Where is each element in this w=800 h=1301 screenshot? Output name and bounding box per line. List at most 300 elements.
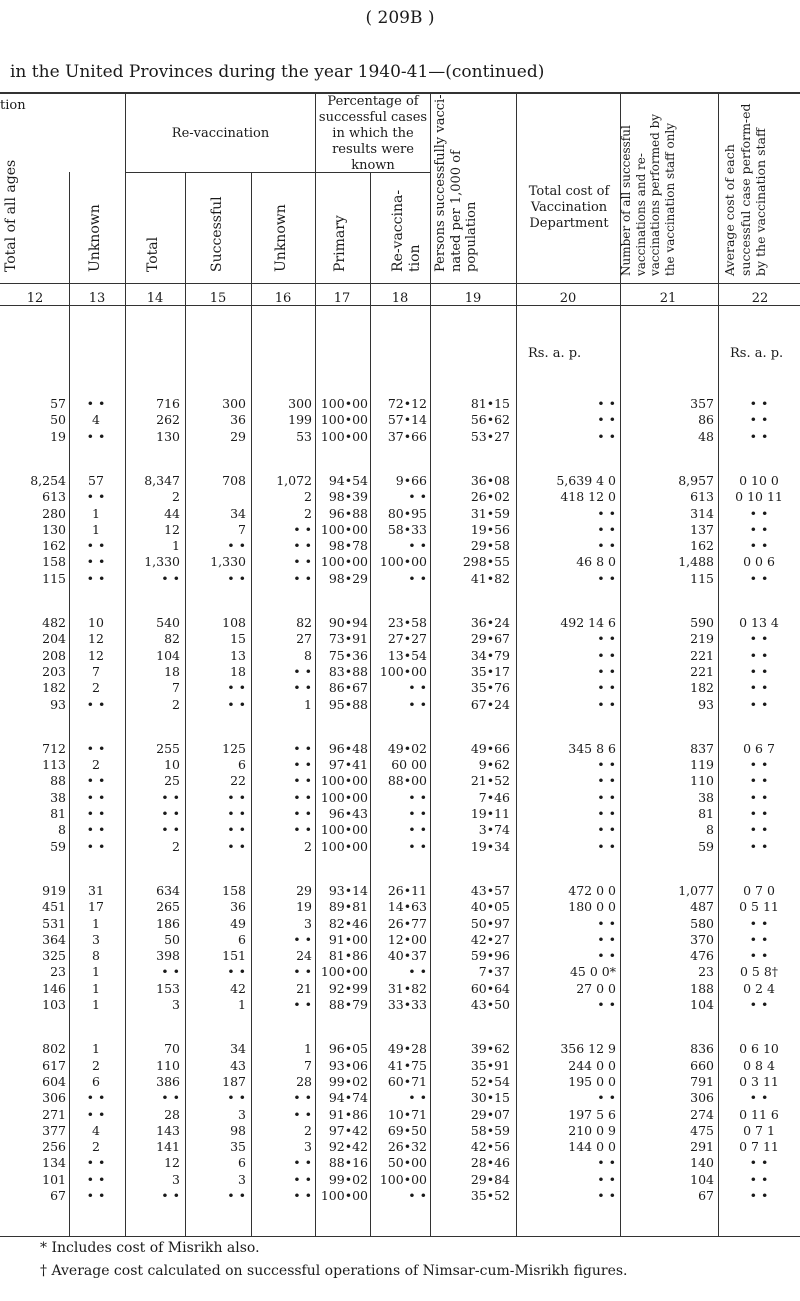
table-cell: 219 xyxy=(690,631,714,647)
table-cell: 82 xyxy=(296,615,312,630)
table-cell: 60•64 xyxy=(470,980,510,996)
table-cell: • • xyxy=(227,538,246,554)
table-cell: 306 xyxy=(690,1090,714,1106)
table-cell: • • xyxy=(749,822,769,838)
table-cell: 30•15 xyxy=(470,1090,510,1106)
table-cell: 14•63 xyxy=(387,899,427,915)
table-cell: • • xyxy=(227,806,246,821)
table-cell: 836 xyxy=(690,1041,714,1057)
table-cell: 8 xyxy=(58,822,66,838)
table-cell: 182 xyxy=(42,680,66,696)
table-cell: 377 xyxy=(42,1122,66,1138)
table-cell: 203 xyxy=(42,663,66,679)
table-cell: • • xyxy=(86,428,106,444)
table-cell: 8 xyxy=(304,647,312,663)
table-cell: • • xyxy=(161,570,180,586)
table-cell: 0 7 11 xyxy=(739,1139,779,1155)
table-cell: 3•74 xyxy=(478,822,510,838)
table-cell: 199 xyxy=(288,412,312,428)
table-cell: 42•56 xyxy=(470,1139,510,1155)
table-cell: 96•88 xyxy=(328,505,368,521)
table-cell: 100•00 xyxy=(320,789,368,805)
table-cell: 92•99 xyxy=(328,980,368,996)
table-cell: 37•66 xyxy=(387,428,427,444)
table-cell: 88•16 xyxy=(328,1155,368,1171)
table-cell: 306 xyxy=(42,1090,66,1106)
table-cell: 36 xyxy=(230,412,246,428)
table-cell: 97•42 xyxy=(328,1122,368,1138)
table-cell: • • xyxy=(597,663,616,679)
table-cell: 18 xyxy=(230,663,246,679)
table-cell: 23 xyxy=(698,964,714,980)
table-cell: 9•62 xyxy=(478,757,510,773)
table-cell: • • xyxy=(227,1090,246,1106)
table-cell: 221 xyxy=(690,647,714,663)
table-cell: 69•50 xyxy=(387,1122,427,1138)
header-unknown-2: Unknown xyxy=(273,204,289,272)
table-cell: • • xyxy=(597,680,616,696)
table-cell: 67 xyxy=(698,1188,714,1203)
table-cell: • • xyxy=(597,412,616,428)
table-cell: 356 12 9 xyxy=(560,1041,616,1057)
table-cell: 86 xyxy=(698,412,714,428)
table-cell: 31•82 xyxy=(387,980,427,996)
table-cell: 49•02 xyxy=(387,740,427,756)
table-cell: 418 12 0 xyxy=(560,489,616,505)
table-cell: • • xyxy=(227,789,246,805)
table-cell: • • xyxy=(161,964,180,980)
table-cell: 43•50 xyxy=(470,997,510,1012)
table-cell: 364 xyxy=(42,931,66,947)
col-number: 17 xyxy=(333,291,351,306)
table-cell: • • xyxy=(86,806,106,821)
table-cell: 6 xyxy=(238,1155,246,1171)
table-cell: 115 xyxy=(42,570,66,586)
table-cell: 26•02 xyxy=(470,489,510,505)
table-cell: • • xyxy=(597,505,616,521)
table-cell: 50•97 xyxy=(470,915,510,931)
table-bottom-rule xyxy=(0,1236,800,1237)
table-cell: 57•14 xyxy=(387,412,427,428)
table-cell: 90•94 xyxy=(328,615,368,630)
table-cell: 386 xyxy=(156,1073,180,1089)
table-cell: 180 0 0 xyxy=(568,899,616,915)
table-cell: 41•82 xyxy=(470,570,510,586)
table-cell: 1 xyxy=(238,997,246,1012)
table-cell: 98•29 xyxy=(328,570,368,586)
col-number: 20 xyxy=(559,291,577,306)
col-rule xyxy=(430,92,431,1236)
table-cell: 265 xyxy=(156,899,180,915)
table-cell: 36•24 xyxy=(470,615,510,630)
table-cell: • • xyxy=(597,428,616,444)
table-cell: 244 0 0 xyxy=(568,1057,616,1073)
table-cell: 0 8 4 xyxy=(743,1057,775,1073)
table-cell: 10 xyxy=(88,615,104,630)
table-cell: 3 xyxy=(172,1171,180,1187)
table-cell: 73•91 xyxy=(328,631,368,647)
table-cell: 113 xyxy=(42,757,66,773)
header-successful: Successful xyxy=(209,196,225,272)
table-cell: • • xyxy=(597,773,616,789)
table-cell: • • xyxy=(293,822,312,838)
table-cell: 36 xyxy=(230,899,246,915)
table-cell: 100•00 xyxy=(320,412,368,428)
header-rule xyxy=(0,283,800,284)
table-cell: 94•54 xyxy=(328,472,368,488)
table-cell: 70 xyxy=(164,1041,180,1057)
table-cell: 53•27 xyxy=(470,428,510,444)
table-cell: 398 xyxy=(156,948,180,964)
table-cell: 35•17 xyxy=(470,663,510,679)
table-cell: • • xyxy=(293,1171,312,1187)
table-cell: 158 xyxy=(222,882,246,898)
table-cell: • • xyxy=(86,696,106,712)
table-cell: 93 xyxy=(50,696,66,712)
header-primary: Primary xyxy=(332,215,348,272)
table-cell: 93 xyxy=(698,696,714,712)
table-cell: 274 xyxy=(690,1106,714,1122)
table-cell: • • xyxy=(749,412,769,428)
table-cell: 613 xyxy=(42,489,66,505)
table-cell: • • xyxy=(749,663,769,679)
table-cell: 40•37 xyxy=(387,948,427,964)
table-cell: • • xyxy=(86,1106,106,1122)
table-cell: 204 xyxy=(42,631,66,647)
table-cell: 1 xyxy=(92,505,100,521)
table-cell: 88•00 xyxy=(387,773,427,789)
table-cell: 100•00 xyxy=(379,554,427,570)
table-cell: 262 xyxy=(156,412,180,428)
page-number: ( 209B ) xyxy=(365,8,435,28)
table-cell: 57 xyxy=(50,396,66,411)
table-cell: 531 xyxy=(42,915,66,931)
col-number: 14 xyxy=(146,291,164,306)
table-cell: 357 xyxy=(690,396,714,411)
table-cell: 34 xyxy=(230,505,246,521)
table-cell: 100•00 xyxy=(320,428,368,444)
table-cell: 100•00 xyxy=(320,521,368,537)
table-cell: 291 xyxy=(690,1139,714,1155)
table-cell: 26•77 xyxy=(387,915,427,931)
table-cell: • • xyxy=(749,838,769,854)
table-cell: 28 xyxy=(164,1106,180,1122)
header-total: Total xyxy=(145,236,161,272)
table-cell: 104 xyxy=(690,1171,714,1187)
table-cell: 52•54 xyxy=(470,1073,510,1089)
table-cell: 81•86 xyxy=(328,948,368,964)
table-cell: • • xyxy=(86,789,106,805)
table-cell: 50 xyxy=(164,931,180,947)
table-cell: 67•24 xyxy=(470,696,510,712)
table-cell: • • xyxy=(86,554,106,570)
table-cell: 31•59 xyxy=(470,505,510,521)
table-cell: 15 xyxy=(230,631,246,647)
table-cell: • • xyxy=(597,631,616,647)
table-cell: 2 xyxy=(304,489,312,505)
table-cell: • • xyxy=(749,757,769,773)
table-cell: 2 xyxy=(92,757,100,773)
table-cell: • • xyxy=(408,789,427,805)
table-cell: 8,957 xyxy=(678,472,714,488)
table-cell: 98•39 xyxy=(328,489,368,505)
table-cell: 28 xyxy=(296,1073,312,1089)
table-cell: 29•07 xyxy=(470,1106,510,1122)
table-cell: 100•00 xyxy=(320,773,368,789)
table-cell: 4 xyxy=(92,412,100,428)
table-cell: 35 xyxy=(230,1139,246,1155)
table-cell: 18 xyxy=(164,663,180,679)
table-cell: 0 7 1 xyxy=(743,1122,775,1138)
table-cell: 7•37 xyxy=(478,964,510,980)
table-cell: 26•32 xyxy=(387,1139,427,1155)
table-cell: 27•27 xyxy=(387,631,427,647)
table-cell: • • xyxy=(597,806,616,821)
table-cell: • • xyxy=(749,521,769,537)
table-cell: 144 0 0 xyxy=(568,1139,616,1155)
table-cell: • • xyxy=(597,757,616,773)
table-cell: 7•46 xyxy=(478,789,510,805)
table-cell: 96•48 xyxy=(328,740,368,756)
table-cell: • • xyxy=(597,789,616,805)
table-cell: 23•58 xyxy=(387,615,427,630)
table-cell: • • xyxy=(749,1155,769,1171)
table-cell: • • xyxy=(597,838,616,854)
table-cell: • • xyxy=(749,631,769,647)
table-cell: 35•76 xyxy=(470,680,510,696)
table-cell: 1 xyxy=(92,997,100,1012)
table-cell: 12•00 xyxy=(387,931,427,947)
table-cell: • • xyxy=(86,489,106,505)
table-cell: • • xyxy=(597,997,616,1012)
table-cell: 300 xyxy=(222,396,246,411)
table-cell: 162 xyxy=(690,538,714,554)
table-cell: 540 xyxy=(156,615,180,630)
table-cell: 25 xyxy=(164,773,180,789)
table-cell: • • xyxy=(227,696,246,712)
table-cell: 1 xyxy=(92,1041,100,1057)
table-cell: 22 xyxy=(230,773,246,789)
table-cell: 197 5 6 xyxy=(568,1106,616,1122)
table-cell: • • xyxy=(293,757,312,773)
table-cell: • • xyxy=(293,997,312,1012)
table-cell: • • xyxy=(161,806,180,821)
table-cell: • • xyxy=(749,806,769,821)
table-cell: 8 xyxy=(92,948,100,964)
table-cell: 44 xyxy=(164,505,180,521)
table-cell: 19 xyxy=(296,899,312,915)
table-cell: 26•11 xyxy=(387,882,427,898)
table-cell: • • xyxy=(749,428,769,444)
table-cell: 40•05 xyxy=(470,899,510,915)
table-cell: • • xyxy=(86,396,106,411)
table-cell: 9•66 xyxy=(395,472,427,488)
table-cell: 2 xyxy=(304,505,312,521)
col-number: 19 xyxy=(464,291,482,306)
table-cell: • • xyxy=(293,521,312,537)
page-title: in the United Provinces during the year 1940-41—(continued) xyxy=(10,62,545,82)
table-cell: 100•00 xyxy=(320,554,368,570)
table-cell: 298•55 xyxy=(462,554,510,570)
table-cell: 24 xyxy=(296,948,312,964)
table-cell: 13•54 xyxy=(387,647,427,663)
table-cell: 182 xyxy=(690,680,714,696)
table-cell: 7 xyxy=(304,1057,312,1073)
table-cell: 0 6 10 xyxy=(739,1041,779,1057)
table-cell: • • xyxy=(597,538,616,554)
table-cell: • • xyxy=(161,822,180,838)
table-cell: 12 xyxy=(164,521,180,537)
table-cell: 1 xyxy=(92,521,100,537)
table-cell: • • xyxy=(293,554,312,570)
table-cell: • • xyxy=(408,680,427,696)
table-cell: 21 xyxy=(296,980,312,996)
table-cell: • • xyxy=(293,538,312,554)
table-cell: • • xyxy=(227,838,246,854)
col-number: 12 xyxy=(26,291,44,306)
table-cell: • • xyxy=(749,1090,769,1106)
table-cell: 96•05 xyxy=(328,1041,368,1057)
table-cell: • • xyxy=(749,915,769,931)
table-cell: 100•00 xyxy=(379,663,427,679)
table-cell: 837 xyxy=(690,740,714,756)
footnote-average-cost: † Average cost calculated on successful operations of Nimsar-cum-Misrikh figures. xyxy=(40,1263,628,1279)
table-cell: • • xyxy=(293,1106,312,1122)
table-cell: 3 xyxy=(172,997,180,1012)
table-cell: 58•33 xyxy=(387,521,427,537)
table-cell: 590 xyxy=(690,615,714,630)
table-cell: • • xyxy=(597,521,616,537)
table-cell: • • xyxy=(597,1090,616,1106)
table-cell: • • xyxy=(86,1090,106,1106)
table-cell: 110 xyxy=(156,1057,180,1073)
table-cell: 146 xyxy=(42,980,66,996)
table-cell: • • xyxy=(293,663,312,679)
table-cell: 31 xyxy=(88,882,104,898)
col-rule xyxy=(516,92,517,1236)
table-cell: 617 xyxy=(42,1057,66,1073)
table-cell: 8,254 xyxy=(30,472,66,488)
table-cell: 93•14 xyxy=(328,882,368,898)
table-cell: 0 5 8† xyxy=(739,964,779,980)
table-cell: 1,488 xyxy=(678,554,714,570)
table-cell: 58•59 xyxy=(470,1122,510,1138)
header-unknown: Unknown xyxy=(87,204,103,272)
table-cell: 3 xyxy=(304,1139,312,1155)
table-cell: 28•46 xyxy=(470,1155,510,1171)
table-cell: 5,639 4 0 xyxy=(556,472,616,488)
table-cell: 141 xyxy=(156,1139,180,1155)
table-cell: • • xyxy=(749,696,769,712)
table-cell: • • xyxy=(293,570,312,586)
table-cell: 151 xyxy=(222,948,246,964)
table-cell: 476 xyxy=(690,948,714,964)
table-cell: 0 7 0 xyxy=(743,882,775,898)
col-number: 16 xyxy=(274,291,292,306)
table-cell: 100•00 xyxy=(320,1188,368,1203)
table-cell: 208 xyxy=(42,647,66,663)
table-cell: 50•00 xyxy=(387,1155,427,1171)
table-cell: 3 xyxy=(238,1171,246,1187)
table-cell: 29 xyxy=(230,428,246,444)
table-cell: • • xyxy=(293,773,312,789)
table-cell: 50 xyxy=(50,412,66,428)
table-cell: • • xyxy=(408,1188,427,1203)
table-cell: 19 xyxy=(50,428,66,444)
col-number: 13 xyxy=(88,291,106,306)
table-cell: • • xyxy=(749,680,769,696)
table-cell: 716 xyxy=(156,396,180,411)
table-cell: • • xyxy=(597,1171,616,1187)
table-cell: 158 xyxy=(42,554,66,570)
table-cell: 39•62 xyxy=(470,1041,510,1057)
table-cell: 325 xyxy=(42,948,66,964)
col-number: 21 xyxy=(659,291,677,306)
table-cell: 81 xyxy=(50,806,66,821)
rupee-unit-label: Rs. a. p. xyxy=(730,346,784,361)
table-cell: 195 0 0 xyxy=(568,1073,616,1089)
table-cell: 7 xyxy=(92,663,100,679)
table-cell: 59•96 xyxy=(470,948,510,964)
table-cell: • • xyxy=(597,647,616,663)
table-cell: 38 xyxy=(698,789,714,805)
table-cell: • • xyxy=(293,789,312,805)
table-cell: 49•66 xyxy=(470,740,510,756)
table-cell: 221 xyxy=(690,663,714,679)
table-cell: 280 xyxy=(42,505,66,521)
table-cell: 188 xyxy=(690,980,714,996)
table-cell: 59 xyxy=(698,838,714,854)
table-cell: • • xyxy=(227,822,246,838)
table-cell: 29•58 xyxy=(470,538,510,554)
table-cell: 708 xyxy=(222,472,246,488)
table-cell: 130 xyxy=(156,428,180,444)
table-cell: 99•02 xyxy=(328,1171,368,1187)
table-cell: • • xyxy=(749,505,769,521)
table-cell: • • xyxy=(227,1188,246,1203)
table-cell: 2 xyxy=(92,1139,100,1155)
header-average-cost: Average cost of each successful case perform-ed by the vaccination staff xyxy=(722,103,768,276)
table-cell: 35•91 xyxy=(470,1057,510,1073)
table-cell: • • xyxy=(749,1188,769,1203)
table-cell: 475 xyxy=(690,1122,714,1138)
table-cell: 88•79 xyxy=(328,997,368,1012)
table-cell: 314 xyxy=(690,505,714,521)
table-cell: 0 11 6 xyxy=(739,1106,779,1122)
table-cell: 34•79 xyxy=(470,647,510,663)
table-cell: 472 0 0 xyxy=(568,882,616,898)
table-cell: 0 0 6 xyxy=(743,554,775,570)
table-cell: 0 3 11 xyxy=(739,1073,779,1089)
table-cell: • • xyxy=(408,964,427,980)
table-cell: 634 xyxy=(156,882,180,898)
table-cell: 110 xyxy=(690,773,714,789)
table-cell: 0 13 4 xyxy=(739,615,779,630)
table-cell: 12 xyxy=(164,1155,180,1171)
table-cell: 451 xyxy=(42,899,66,915)
table-cell: 43 xyxy=(230,1057,246,1073)
table-cell: • • xyxy=(749,570,769,586)
table-cell: • • xyxy=(293,1155,312,1171)
table-cell: 7 xyxy=(238,521,246,537)
table-cell: 27 0 0 xyxy=(576,980,616,996)
table-cell: 27 xyxy=(296,631,312,647)
table-cell: 255 xyxy=(156,740,180,756)
table-cell: 42 xyxy=(230,980,246,996)
table-cell: 370 xyxy=(690,931,714,947)
table-cell: • • xyxy=(161,1090,180,1106)
table-cell: 0 6 7 xyxy=(743,740,775,756)
